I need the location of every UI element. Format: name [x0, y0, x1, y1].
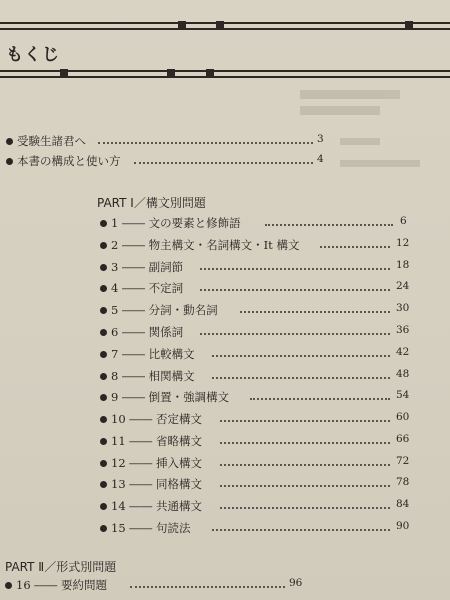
bullet-icon [100, 220, 107, 227]
leader-dots [220, 442, 390, 444]
toc-entry[interactable] [100, 433, 420, 453]
entry-title: 15 ―― 句読法 [111, 521, 191, 535]
entry-title: 本書の構成と使い方 [17, 154, 121, 168]
page-number: 72 [396, 455, 410, 467]
leader-dots [200, 333, 390, 335]
bullet-icon [100, 503, 107, 510]
entry-title: 13 ―― 同格構文 [111, 477, 202, 491]
page-number: 90 [396, 520, 410, 532]
page-number: 12 [396, 237, 410, 249]
leader-dots [265, 224, 393, 226]
bullet-icon [100, 329, 107, 336]
entry-title: 10 ―― 否定構文 [111, 412, 202, 426]
page-number: 60 [396, 411, 410, 423]
part1-heading: PART Ⅰ／構文別問題 [97, 196, 206, 210]
rule-ornament [178, 21, 186, 29]
leader-dots [240, 311, 390, 313]
toc-entry[interactable] [100, 520, 420, 540]
page-number: 54 [396, 389, 410, 401]
rule-ornament [405, 21, 413, 29]
page-number: 24 [396, 280, 410, 292]
leader-dots [134, 162, 313, 164]
entry-title: 11 ―― 省略構文 [111, 434, 202, 448]
toc-entry[interactable] [100, 280, 420, 300]
toc-entry[interactable] [6, 133, 326, 153]
bullet-icon [100, 394, 107, 401]
entry-title: 8 ―― 相関構文 [111, 369, 195, 383]
toc-entry[interactable] [100, 455, 420, 475]
bullet-icon [6, 158, 13, 165]
leader-dots [220, 507, 390, 509]
leader-dots [250, 398, 390, 400]
page-number: 6 [400, 215, 407, 227]
part2-heading: PART Ⅱ／形式別問題 [5, 560, 117, 574]
entry-title: 6 ―― 関係詞 [111, 325, 184, 339]
entry-title: 12 ―― 挿入構文 [111, 456, 202, 470]
rule-ornament [167, 69, 175, 77]
rule-ornament [216, 21, 224, 29]
bullet-icon [100, 525, 107, 532]
page-number: 42 [396, 346, 410, 358]
toc-entry[interactable] [100, 346, 420, 366]
top-rule-1 [0, 22, 450, 24]
bullet-icon [100, 481, 107, 488]
toc-entry[interactable] [100, 476, 420, 496]
bullet-icon [100, 264, 107, 271]
entry-title: 受験生諸君へ [17, 134, 86, 148]
leader-dots [130, 586, 285, 588]
bullet-icon [100, 242, 107, 249]
bullet-icon [100, 373, 107, 380]
bullet-icon [100, 307, 107, 314]
entry-title: 4 ―― 不定詞 [111, 281, 184, 295]
page-number: 18 [396, 259, 410, 271]
toc-entry[interactable] [100, 302, 420, 322]
toc-entry[interactable] [100, 411, 420, 431]
toc-entry[interactable] [6, 153, 326, 173]
toc-entry[interactable] [100, 259, 420, 279]
leader-dots [212, 377, 390, 379]
bullet-icon [100, 460, 107, 467]
top-rule-2 [0, 28, 450, 30]
toc-entry[interactable] [100, 237, 420, 257]
page-number: 3 [317, 133, 324, 145]
toc-entry[interactable] [100, 389, 420, 409]
toc-title: もくじ [6, 45, 60, 65]
leader-dots [200, 289, 390, 291]
page-number: 78 [396, 476, 410, 488]
bullet-icon [100, 416, 107, 423]
entry-title: 1 ―― 文の要素と修飾語 [111, 216, 241, 230]
bullet-icon [5, 582, 12, 589]
leader-dots [220, 485, 390, 487]
page-number: 30 [396, 302, 410, 314]
toc-entry[interactable] [100, 215, 420, 235]
entry-title: 5 ―― 分詞・動名詞 [111, 303, 218, 317]
leader-dots [98, 142, 313, 144]
entry-title: 9 ―― 倒置・強調構文 [111, 390, 230, 404]
bullet-icon [100, 438, 107, 445]
toc-entry[interactable] [100, 368, 420, 388]
toc-entry[interactable] [100, 324, 420, 344]
leader-dots [212, 355, 390, 357]
leader-dots [320, 246, 390, 248]
leader-dots [200, 268, 390, 270]
page-number: 84 [396, 498, 410, 510]
entry-title: 16 ―― 要約問題 [16, 578, 107, 592]
page-number: 4 [317, 153, 324, 165]
leader-dots [212, 529, 390, 531]
rule-ornament [206, 69, 214, 77]
entry-title: 7 ―― 比較構文 [111, 347, 195, 361]
toc-entry[interactable] [100, 498, 420, 518]
page-number: 36 [396, 324, 410, 336]
entry-title: 2 ―― 物主構文・名詞構文・It 構文 [111, 238, 300, 252]
toc-entry[interactable] [5, 577, 325, 597]
page-number: 48 [396, 368, 410, 380]
bullet-icon [100, 285, 107, 292]
rule-ornament [60, 69, 68, 77]
leader-dots [220, 420, 390, 422]
entry-title: 3 ―― 副詞節 [111, 260, 184, 274]
bullet-icon [6, 138, 13, 145]
entry-title: 14 ―― 共通構文 [111, 499, 202, 513]
page-number: 96 [289, 577, 303, 589]
page-number: 66 [396, 433, 410, 445]
leader-dots [220, 464, 390, 466]
bullet-icon [100, 351, 107, 358]
